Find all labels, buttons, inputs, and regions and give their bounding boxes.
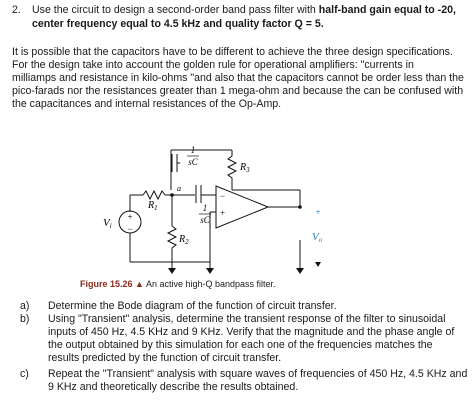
r1-label-main: R bbox=[148, 200, 155, 211]
vo-minus-arrow bbox=[315, 262, 321, 267]
question-line-1-bold: half-band gain equal to -20, bbox=[318, 4, 456, 16]
paragraph-line-3: milliamps and resistance in kilo-ohms "and also that the capacitors cannot be order less than the bbox=[12, 72, 464, 84]
resistor-r3 bbox=[228, 150, 236, 186]
question-number: 2. bbox=[12, 4, 21, 16]
source-plus: + bbox=[127, 212, 133, 222]
paragraph-line-2: For the design take into account the golden rule for operational amplifiers: "currents in bbox=[12, 59, 414, 71]
r1-label bbox=[147, 200, 158, 212]
vi-label bbox=[103, 217, 112, 230]
item-b-label: b) bbox=[20, 313, 30, 325]
paragraph-line-1: It is possible that the capacitors have to be different to achieve the three design specifications. bbox=[12, 46, 453, 58]
vo-label-sub: o bbox=[318, 236, 323, 244]
item-b-line-3: the output obtained by this simulation for each one of the frequencies matches the bbox=[48, 339, 433, 351]
question-line-2-bold: center frequency equal to 4.5 kHz and quality factor Q = 5. bbox=[32, 18, 324, 30]
r3-label-main: R bbox=[240, 162, 247, 173]
opamp-plus: + bbox=[220, 208, 226, 218]
vo-label-main: V bbox=[312, 231, 319, 243]
item-c-line-2: 9 KHz and theoretically describe the results obtained. bbox=[48, 381, 299, 393]
vo-plus: + bbox=[315, 207, 321, 217]
resistor-r2 bbox=[168, 226, 176, 248]
figure-caption bbox=[80, 279, 276, 289]
r2-label-main: R bbox=[179, 234, 186, 245]
paragraph-line-4: pico-farads nor the resistances greater than 1 mega-ohm and because the can be confused with bbox=[12, 85, 464, 97]
item-b-line-1: Using "Transient" analysis, determine the transient response of the filter to sinusoidal bbox=[48, 313, 446, 325]
vi-label-main: V bbox=[103, 217, 110, 229]
cap-mid-denominator: sC bbox=[200, 215, 210, 225]
node-a-label: a bbox=[177, 184, 181, 193]
source-minus: − bbox=[127, 224, 133, 234]
r1-label-sub: 1 bbox=[154, 204, 158, 212]
item-c-line-1: Repeat the "Transient" analysis with square waves of frequencies of 450 Hz, 4.5 KHz and bbox=[48, 368, 468, 380]
caption-triangle-icon: ▲ bbox=[135, 279, 144, 289]
r2-label bbox=[178, 234, 189, 246]
item-b-line-4: results predicted by the function of circuit transfer. bbox=[48, 352, 282, 364]
r3-label-sub: 3 bbox=[246, 166, 250, 174]
cap-top-denominator: sC bbox=[188, 157, 198, 167]
vo-label bbox=[312, 231, 323, 244]
item-a-line-1: Determine the Bode diagram of the function of circuit transfer. bbox=[48, 300, 337, 312]
figure-caption-text: An active high-Q bandpass filter. bbox=[145, 279, 276, 289]
ground-arrow-left bbox=[168, 268, 176, 274]
opamp-minus: − bbox=[220, 191, 226, 201]
cap-mid-numerator: 1 bbox=[202, 203, 208, 213]
question-line-1-text: Use the circuit to design a second-order band pass filter with bbox=[32, 4, 319, 16]
ground-arrow-mid bbox=[206, 268, 214, 274]
r2-label-sub: 2 bbox=[185, 238, 189, 246]
paragraph-line-5: the capacitances and internal resistances of the Op-Amp. bbox=[12, 98, 282, 110]
item-c-label: c) bbox=[20, 368, 29, 380]
node-a-dot bbox=[170, 193, 174, 197]
r3-label bbox=[239, 162, 250, 174]
cap-top-numerator: 1 bbox=[190, 145, 196, 155]
item-b-line-2: inputs of 450 Hz, 4.5 KHz and 9 KHz. Verify that the magnitude and the phase angle of bbox=[48, 326, 455, 338]
output-node bbox=[298, 205, 302, 209]
item-a-label: a) bbox=[20, 300, 30, 312]
vi-label-sub: i bbox=[109, 222, 112, 230]
ground-arrow-out bbox=[296, 268, 304, 274]
figure-number: Figure 15.26 bbox=[80, 279, 133, 289]
resistor-r1 bbox=[143, 191, 165, 199]
